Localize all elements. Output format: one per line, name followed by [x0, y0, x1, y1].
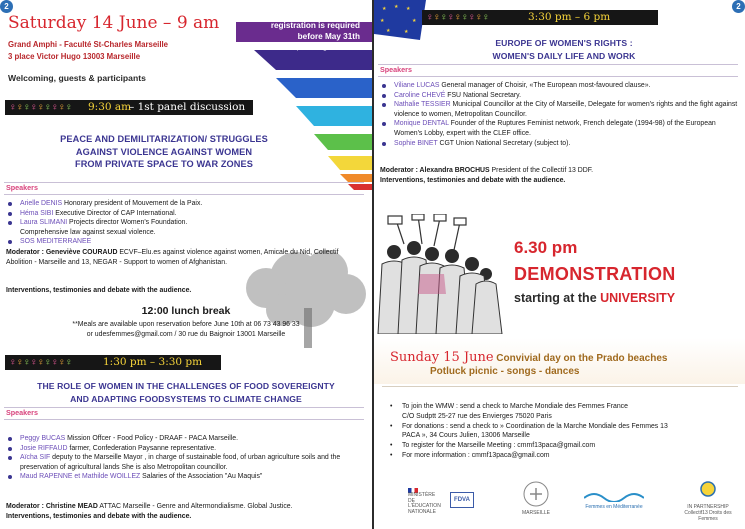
- right-page: [374, 0, 745, 529]
- panel1-speakers-heading: Speakers: [6, 183, 38, 192]
- venus-symbol-icon: [697, 480, 719, 502]
- demo-time: 6.30 pm: [514, 238, 578, 257]
- marseille-logo: MARSEILLE: [518, 480, 554, 516]
- time-bar-330: [422, 10, 658, 25]
- partner-logos: [374, 476, 745, 529]
- speaker-item: Laura SLIMANI Projects director Women's Foundation.: [4, 218, 364, 228]
- info-list: [388, 402, 728, 461]
- panel3-speakers-heading: Speakers: [380, 65, 412, 74]
- speaker-item: Josie RIFFAUD farmer, Confederation Paysanne representative.: [4, 444, 364, 454]
- speaker-item: Nathalie TESSIER Municipal Councillor at the City of Marseille, Delegate for women's rights and the fight against violence to women, Metropolitan Councillor.: [378, 100, 738, 119]
- fdva-logo: FDVA: [450, 492, 474, 508]
- city-crest-icon: [522, 480, 550, 508]
- time-130: 1:30 pm – 3:30 pm: [103, 356, 203, 368]
- speaker-item: Peggy BUCAS Mission Offcer - Food Policy - DRAAF - PACA Marseille.: [4, 434, 364, 444]
- svg-text:★: ★: [404, 29, 409, 35]
- speaker-item: Aïcha SIF deputy to the Marseille Mayor , in charge of sustainable food, of urban agriculture soils and the preservation of agricultural lands She is also Metropolitan councillor.: [4, 453, 364, 472]
- panel1-title-line2: AGAINST VIOLENCE AGAINST WOMEN: [75, 146, 253, 157]
- speaker-item: Monique DENTAL Founder of the Ruptures Feminist network, French delegate (1994-98) of the European Women's Lobby, expert with the CLEF office.: [378, 119, 738, 138]
- info-item: • For more information : cmmf13paca@gmail.com: [390, 451, 550, 459]
- panel3-moderator: Moderator : Alexandra BROCHUS President of the Collectif 13 DDF.: [380, 167, 594, 174]
- divider-line: [382, 386, 738, 387]
- time-330: 3:30 pm – 6 pm: [528, 11, 611, 23]
- sunday-event: Convivial day on the Prado beaches: [493, 353, 668, 364]
- panel1-moderator: Moderator : Geneviève COURAUD ECVF–Elu.es against violence against women, Amicale du Nid, Collectif Abolition - Marseille and 13, NEGAR - Support to women of Afghanistan.: [6, 249, 339, 266]
- panel2-speaker-list: [4, 434, 364, 482]
- panel1-title-line1: PEACE AND DEMILITARIZATION/ STRUGGLES: [60, 134, 268, 144]
- demo-subtitle-place: UNIVERSITY: [600, 291, 676, 305]
- sunday-date: Sunday 15 June: [390, 350, 494, 365]
- page-number-right: 2: [732, 0, 745, 13]
- info-item: • For donations : send a check to » Coordination de la Marche Mondiale des Femmes 13 PACA », 34 Cours Julien, 13006 Marseille: [390, 422, 668, 440]
- sunday-line: [390, 348, 667, 366]
- svg-text:★: ★: [380, 18, 385, 24]
- speaker-item: Sophie BINET CGT Union National Secretary (subject to).: [378, 139, 738, 149]
- ministry-logo: MINISTÈRE DE L'ÉDUCATION NATIONALE: [408, 488, 448, 515]
- info-item: • To register for the Marseille Meeting : cmmf13paca@gmail.com: [390, 442, 596, 450]
- saturday-date-time: Saturday 14 June – 9 am: [8, 13, 220, 33]
- demo-subtitle-prefix: starting at the: [514, 291, 601, 305]
- registration-line1: For saturday at the university: [254, 10, 360, 19]
- registration-line2: registration is required: [270, 20, 360, 30]
- panel1-interventions: Interventions, testimonies and debate with the audience.: [6, 287, 192, 294]
- demo-subtitle: [514, 291, 675, 305]
- page-number-left: 2: [0, 0, 13, 13]
- svg-text:★: ★: [406, 6, 411, 12]
- divider-line: [378, 64, 738, 65]
- venue-line2: 3 place Victor Hugo 13003 Marseille: [8, 52, 141, 61]
- panel1-speaker-list: [4, 199, 364, 247]
- eu-flag-graphic: [374, 0, 426, 40]
- registration-email[interactable]: cmmf13paca@gmail.com: [267, 42, 360, 52]
- divider-line: [4, 407, 364, 408]
- speaker-item: Héma SIBI Executive Director of CAP International.: [4, 209, 364, 219]
- panel3-title: [414, 37, 714, 62]
- panel3-speaker-list: [378, 81, 738, 148]
- speaker-item: Caroline CHEVÉ FSU National Secretary.: [378, 91, 738, 101]
- time-bar-930: [5, 100, 253, 115]
- svg-text:★: ★: [394, 4, 399, 10]
- info-item: • To join the WMW : send a check to Marche Mondiale des Femmes France C/O Sudptt 25-27 rue des Envierges 75020 Paris: [390, 403, 628, 420]
- panel3-title-line2: WOMEN'S DAILY LIFE AND WORK: [492, 50, 636, 61]
- welcome-text: Welcoming, guests & participants: [8, 73, 146, 83]
- demo-title: DEMONSTRATION: [514, 264, 676, 284]
- panel2-interventions: Interventions, testimonies and debate with the audience.: [6, 513, 192, 520]
- panel2-title-line1: THE ROLE OF WOMEN IN THE CHALLENGES OF FOOD SOVEREIGNTY: [37, 381, 335, 391]
- speaker-item: Arielle DENIS Honorary president of Mouvement de la Paix.: [4, 199, 364, 209]
- panel2-moderator: Moderator : Christine MEAD ATTAC Marseille - Genre and Altermondialisme. Global Justice.: [6, 503, 293, 510]
- panel2-title: [0, 380, 372, 405]
- registration-box: [216, 2, 366, 70]
- svg-text:★: ★: [386, 28, 391, 34]
- speaker-item: SOS MEDITERRANEE: [4, 237, 364, 247]
- svg-text:★: ★: [382, 6, 387, 12]
- time-930-label: – 1st panel discussion: [129, 101, 246, 113]
- lunch-line1: **Meals are available upon reservation before June 10th at 06 73 43 96 33: [72, 321, 300, 328]
- lunch-title: 12:00 lunch break: [141, 305, 231, 317]
- panel1-title: [14, 133, 314, 171]
- panel3-interventions: Interventions, testimonies and debate with the audience.: [380, 177, 566, 184]
- time-930: 9:30 am: [88, 101, 132, 113]
- speaker-item: Maud RAPENNE et Mathilde WOILLEZ Salaries of the Association "Au Maquis": [4, 472, 364, 482]
- panel1-title-line3: FROM PRIVATE SPACE TO WAR ZONES: [74, 159, 253, 169]
- collectif-logo: IN PARTNERSHIP Collectif13 Droits des Femmes: [680, 480, 736, 522]
- panel2-speakers-heading: Speakers: [6, 408, 38, 417]
- wave-icon: [584, 490, 644, 502]
- speaker-item-continued: Comprehensive law against sexual violence.: [20, 228, 156, 236]
- lunch-line2: or udesfemmes@gmail.com / 30 rue du Baignoir 13001 Marseille: [86, 331, 286, 338]
- registration-line3: before May 31th: [297, 31, 360, 41]
- time-bar-130: [5, 355, 221, 370]
- divider-line: [4, 194, 364, 195]
- feminist-symbols-icon: ♀♀♀♀♀♀♀♀♀: [426, 12, 489, 23]
- marching-crowd-illustration: [374, 214, 504, 334]
- network-logo: Femmes en Méditerranée: [582, 490, 646, 510]
- left-page: [0, 0, 372, 529]
- svg-text:★: ★: [412, 18, 417, 24]
- divider-line: [378, 76, 738, 77]
- speaker-item: Viliane LUCAS General manager of Choisir, «The European most-favoured clause».: [378, 81, 738, 91]
- venue-line1: Grand Amphi - Faculté St-Charles Marseille: [8, 40, 169, 49]
- panel3-title-line1: EUROPE OF WOMEN'S RIGHTS :: [495, 38, 633, 48]
- divider-line: [4, 182, 364, 183]
- divider-line: [4, 419, 364, 420]
- sunday-sub: Potluck picnic - songs - dances: [430, 366, 580, 377]
- panel2-title-line2: AND ADAPTING FOODSYSTEMS TO CLIMATE CHANGE: [70, 393, 302, 404]
- feminist-symbols-icon: ♀♀♀♀♀♀♀♀♀: [9, 102, 72, 113]
- feminist-symbols-icon: ♀♀♀♀♀♀♀♀♀: [9, 357, 72, 368]
